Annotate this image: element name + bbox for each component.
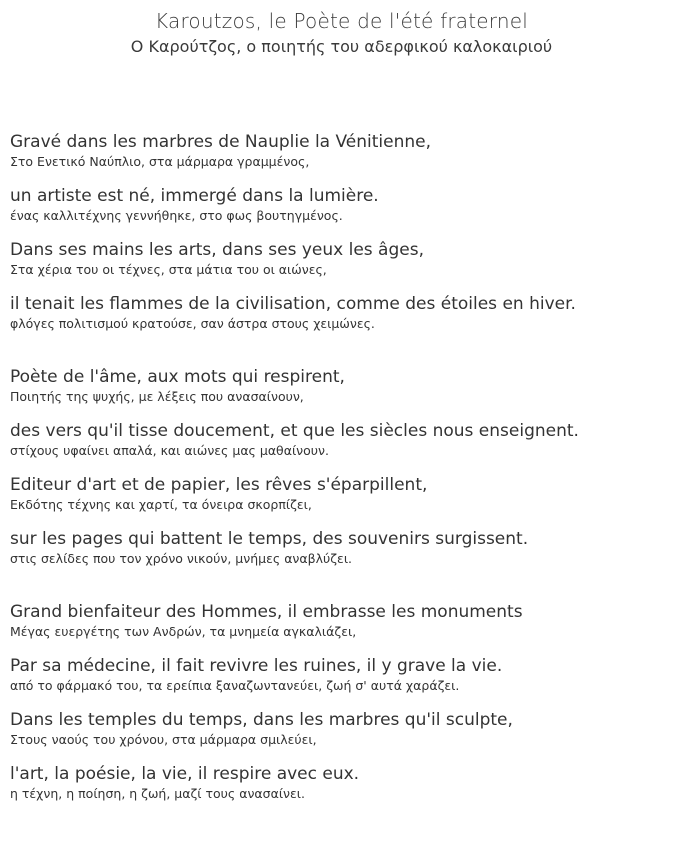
verse-greek: Ποιητής της ψυχής, με λέξεις που ανασαίνουν,: [10, 389, 304, 404]
verse-french: un artiste est né, immergé dans la lumière.: [10, 186, 379, 206]
verse-french: Gravé dans les marbres de Nauplie la Vénitienne,: [10, 132, 432, 152]
verse-line: [10, 601, 675, 641]
verse-french: Dans les temples du temps, dans les marbres qu'il sculpte,: [10, 710, 513, 730]
verse-line: [10, 293, 675, 333]
poem-title-french: Karoutzos, le Poète de l'été fraternel: [155, 9, 528, 33]
verse-french: Poète de l'âme, aux mots qui respirent,: [10, 367, 345, 387]
verse-greek: Στο Ενετικό Ναύπλιο, στα μάρμαρα γραμμένος,: [10, 154, 310, 169]
verse-french: Editeur d'art et de papier, les rêves s'éparpillent,: [10, 475, 428, 495]
verse-greek: Στα χέρια του οι τέχνες, στα μάτια του οι αιώνες,: [10, 262, 327, 277]
verse-greek: φλόγες πολιτισμού κρατούσε, σαν άστρα στους χειμώνες.: [10, 316, 375, 331]
poem-body: [10, 131, 675, 803]
verse-greek: η τέχνη, η ποίηση, η ζωή, μαζί τους ανασαίνει.: [10, 786, 306, 801]
verse-line: [10, 131, 675, 171]
verse-line: [10, 709, 675, 749]
verse-greek: ένας καλλιτέχνης γεννήθηκε, στο φως βουτηγμένος.: [10, 208, 343, 223]
stanza-2: [10, 366, 675, 568]
stanza-1: [10, 131, 675, 333]
verse-line: [10, 655, 675, 695]
verse-greek: Στους ναούς του χρόνου, στα μάρμαρα σμιλεύει,: [10, 732, 317, 747]
verse-french: Grand bienfaiteur des Hommes, il embrasse les monuments: [10, 602, 523, 622]
verse-french: Par sa médecine, il fait revivre les ruines, il y grave la vie.: [10, 656, 503, 676]
verse-greek: στις σελίδες που τον χρόνο νικούν, μνήμες αναβλύζει.: [10, 551, 353, 566]
verse-french: sur les pages qui battent le temps, des souvenirs surgissent.: [10, 529, 529, 549]
verse-line: [10, 528, 675, 568]
verse-greek: στίχους υφαίνει απαλά, και αιώνες μας μαθαίνουν.: [10, 443, 329, 458]
stanza-3: [10, 601, 675, 803]
verse-greek: από το φάρμακό του, τα ερείπια ξαναζωντανεύει, ζωή σ' αυτά χαράζει.: [10, 678, 460, 693]
verse-french: l'art, la poésie, la vie, il respire avec eux.: [10, 764, 360, 784]
verse-greek: Μέγας ευεργέτης των Ανδρών, τα μνημεία αγκαλιάζει,: [10, 624, 357, 639]
verse-line: [10, 239, 675, 279]
verse-french: Dans ses mains les arts, dans ses yeux les âges,: [10, 240, 424, 260]
verse-line: [10, 366, 675, 406]
poem-header: [0, 8, 683, 58]
verse-greek: Εκδότης τέχνης και χαρτί, τα όνειρα σκορπίζει,: [10, 497, 312, 512]
verse-line: [10, 420, 675, 460]
verse-line: [10, 185, 675, 225]
verse-french: il tenait les flammes de la civilisation, comme des étoiles en hiver.: [10, 294, 576, 314]
verse-line: [10, 763, 675, 803]
verse-french: des vers qu'il tisse doucement, et que les siècles nous enseignent.: [10, 421, 579, 441]
verse-line: [10, 474, 675, 514]
poem-title-greek: Ο Καρούτζος, ο ποιητής του αδερφικού καλοκαιριού: [130, 37, 553, 56]
